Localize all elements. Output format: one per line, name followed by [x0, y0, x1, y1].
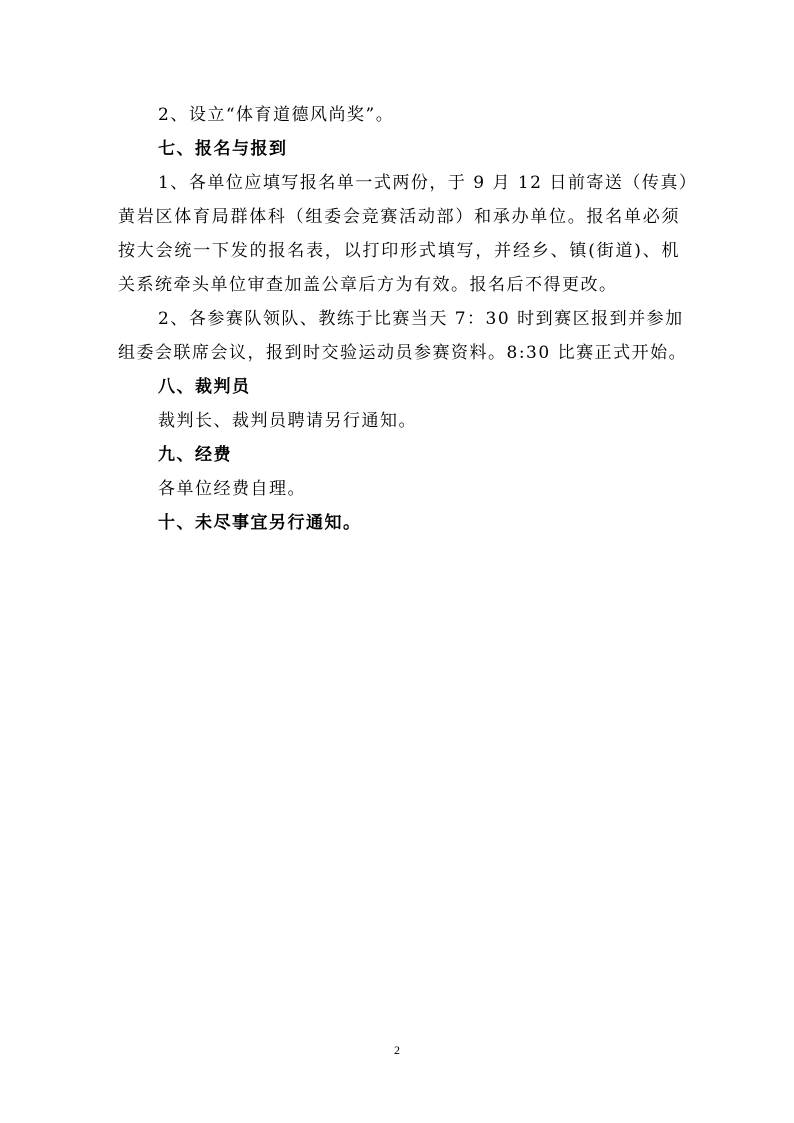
- page-number: 2: [394, 1043, 400, 1057]
- paragraph-line: 关系统牵头单位审查加盖公章后方为有效。报名后不得更改。: [118, 275, 618, 295]
- section-heading-registration: 七、报名与报到: [158, 139, 288, 159]
- paragraph-line: 1、各单位应填写报名单一式两份，于 9 月 12 日前寄送（传真）: [158, 173, 698, 193]
- award-item-line: 2、设立“体育道德风尚奖”。: [158, 105, 395, 125]
- paragraph-line: 2、各参赛队领队、教练于比赛当天 7：30 时到赛区报到并参加: [158, 309, 684, 329]
- paragraph-line: 组委会联席会议，报到时交验运动员参赛资料。8:30 比赛正式开始。: [118, 343, 688, 363]
- paragraph-line: 裁判长、裁判员聘请另行通知。: [158, 411, 417, 431]
- paragraph-line: 按大会统一下发的报名表，以打印形式填写，并经乡、镇(街道)、机: [118, 241, 680, 261]
- document-body: [118, 98, 698, 540]
- section-heading-referees: 八、裁判员: [158, 377, 251, 397]
- paragraph-line: 黄岩区体育局群体科（组委会竞赛活动部）和承办单位。报名单必须: [118, 207, 680, 227]
- section-heading-funding: 九、经费: [158, 445, 232, 465]
- paragraph-line: 各单位经费自理。: [158, 479, 306, 499]
- section-heading-other-matters: 十、未尽事宜另行通知。: [158, 513, 362, 533]
